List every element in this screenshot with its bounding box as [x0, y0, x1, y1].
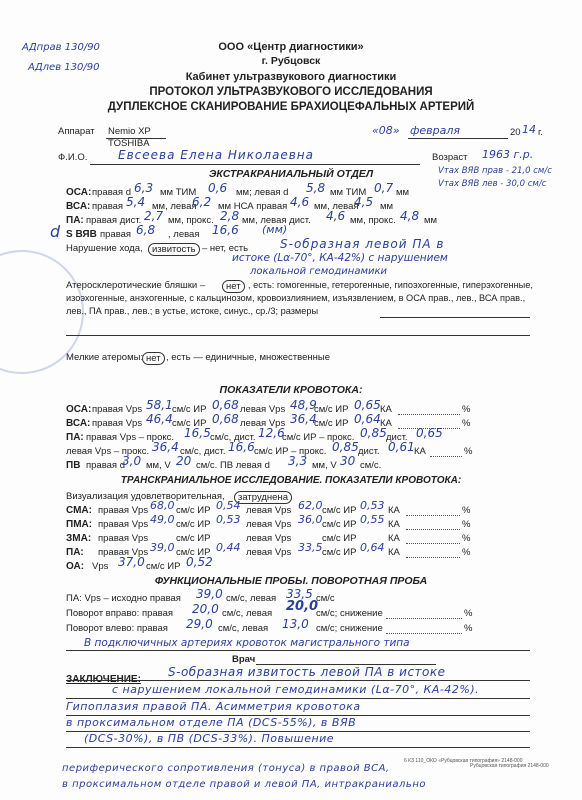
pa-text-4: мм, прокс. — [350, 215, 396, 226]
tc-row-2-t4: левая Vps — [246, 533, 292, 544]
flow-vsa-text-1: правая Vps — [92, 418, 143, 429]
flow-vsa-text-3: левая Vps — [240, 418, 286, 429]
conclusion-line: периферического сопротивления (тонуса) в правой ВСА, — [62, 763, 390, 774]
vyav-text-2: , левая — [168, 229, 200, 240]
func-r3-text-2: см/с, левая — [218, 623, 269, 634]
flow-pa2-text-5: КА — [414, 446, 426, 457]
func-r1-text-3: см/с — [316, 593, 335, 604]
tc-row-1-t1: ПМА: — [66, 519, 93, 530]
oa-label: ОА: — [66, 561, 85, 572]
tc-row-3-v1: 39,0 — [150, 541, 175, 554]
osa-text-1: правая d — [92, 187, 132, 198]
flow-pa2-text-4: дист. — [358, 446, 380, 457]
flow-osa-text-1: правая Vps — [92, 404, 143, 415]
flow-pv-label: ПВ — [66, 460, 81, 471]
conclusion-line: в проксимальном отделе правой и левой ПА, интракраниально — [62, 779, 426, 790]
vyav-label: S ВЯВ — [66, 229, 97, 240]
flow-pa2-val-1: 36,4 — [152, 440, 179, 454]
tc-row-3-t1: ПА: — [66, 547, 84, 558]
vsa-val-4: 4,5 — [354, 195, 374, 209]
tc-row-0-t1: СМА: — [66, 505, 92, 516]
tc-row-3-t4: левая Vps — [246, 547, 292, 558]
flow-osa-text-3: левая Vps — [240, 404, 286, 415]
vsa-val-3: 4,6 — [290, 195, 310, 209]
flow-pa1-text-3: см/с ИР – прокс. — [282, 432, 355, 443]
flow-vsa-val-4: 0,64 — [354, 412, 381, 426]
tc-row-1-v2: 0,53 — [216, 513, 241, 526]
date-year: 14 — [522, 123, 536, 136]
violation-hw-1: S-образная левой ПА в — [280, 237, 445, 251]
tc-row-1-v3: 36,0 — [298, 513, 323, 526]
patient-name: Евсеева Елена Николаевна — [118, 148, 314, 162]
pa-val-4: 4,8 — [400, 209, 420, 223]
func-r2-val-2: 20,0 — [286, 599, 319, 614]
vyav-val-1: 6,8 — [136, 223, 156, 237]
flow-osa-val-3: 48,9 — [290, 398, 317, 412]
flow-pa2-text-6: % — [464, 446, 473, 457]
flow-pa1-val-1: 16,5 — [184, 426, 211, 440]
flow-osa-label: ОСА: — [66, 404, 92, 415]
vyav-unit: (мм) — [262, 223, 288, 236]
osa-text-3: мм; левая d — [236, 187, 289, 198]
age-label: Возраст — [432, 152, 468, 163]
func-r3-text-3: см/с; снижение — [316, 623, 383, 634]
flow-vsa-val-3: 36,4 — [290, 412, 317, 426]
violation-text-1: Нарушение хода, — [66, 243, 143, 254]
flow-pa2-text-3: см/с ИР – прокс. — [254, 446, 327, 457]
tc-row-0-v2: 0,54 — [216, 499, 241, 512]
tc-row-3-t6: КА — [388, 547, 400, 558]
flow-vsa-text-4: см/с ИР — [314, 418, 349, 429]
fio-label: Ф.И.О. — [58, 152, 88, 163]
flow-pa1-val-3: 0,85 — [360, 426, 387, 440]
tc-row-0-v3: 62,0 — [298, 499, 323, 512]
flow-pa-label: ПА: — [66, 432, 84, 443]
year-suffix: г. — [538, 127, 543, 138]
osa-label: ОСА: — [66, 187, 92, 198]
func-r3-val-2: 13,0 — [282, 617, 309, 631]
violation-text-2: – нет, есть — [202, 243, 249, 254]
tc-row-3-t5: см/с ИР — [322, 547, 357, 558]
tc-row-0-dots — [406, 515, 460, 516]
oa-val-1: 37,0 — [118, 555, 145, 569]
flow-pa1-val-2: 12,6 — [258, 426, 285, 440]
transcranial-title: ТРАНСКРАНИАЛЬНОЕ ИССЛЕДОВАНИЕ. ПОКАЗАТЕЛИ КРОВОТОКА: — [120, 475, 462, 486]
func-r2-text-4: % — [464, 608, 473, 619]
osa-val-1: 6,3 — [134, 181, 154, 195]
footer-print-1: 6 КЗ 110_ОКО «Рубцовская типография» 2148-000 — [404, 758, 523, 764]
flow-pa2-val-4: 0,61 — [388, 440, 415, 454]
plaques-text-2: , есть: гомогенные, гетерогенные, гипоэхогенные, гиперэхогенные, — [248, 280, 533, 290]
flow-vsa-text-6: % — [462, 418, 471, 429]
small-text-2: , есть — единичные, множественные — [166, 352, 330, 363]
flow-pv-text-4: мм, V — [312, 460, 337, 471]
date-day: «08» — [372, 124, 400, 137]
flow-pa1-text-4: дист. — [386, 432, 408, 443]
tc-row-0-v1: 68,0 — [150, 499, 175, 512]
tc-row-0-t7: % — [462, 505, 471, 516]
plaques-circled: нет — [222, 280, 245, 293]
device-model: Nemio XP — [108, 126, 151, 137]
plaques-text-1: Атеросклеротические бляшки – — [66, 280, 206, 291]
office: Кабинет ультразвукового диагностики — [185, 71, 397, 83]
tc-row-0-t2: правая Vps — [98, 505, 149, 516]
tc-row-1-t2: правая Vps — [98, 519, 149, 530]
conclusion-rule — [66, 747, 530, 748]
flow-osa-text-2: см/с ИР — [172, 404, 207, 415]
tc-row-3-t7: % — [462, 547, 471, 558]
small-text-1: Мелкие атеромы: — [66, 352, 144, 363]
flow-vsa-val-2: 0,68 — [212, 412, 239, 426]
oa-text-2: см/с ИР — [146, 561, 181, 572]
func-r2-text-1: Поворот вправо: правая — [66, 608, 174, 619]
tc-row-3-v4: 0,64 — [360, 541, 385, 554]
conclusion-line: S-образная извитость левой ПА в истоке — [168, 665, 446, 679]
flow-pa2-text-2: см/с, дист. — [180, 446, 226, 457]
conclusion-line: с нарушением локальной гемодинамики (Lα-70°, КА-42%). — [112, 683, 480, 696]
osa-val-2: 0,6 — [208, 181, 228, 195]
vyav-note-left: Vтах ВЯВ лев - 30,0 см/с — [438, 179, 547, 189]
org-name: ООО «Центр диагностики» — [218, 41, 364, 53]
tc-row-1-t7: % — [462, 519, 471, 530]
vis-circled: затруднена — [234, 491, 292, 504]
pa-text-1: правая дист. — [86, 215, 142, 226]
pa-label: ПА: — [66, 215, 84, 226]
flow-vsa-text-5: КА — [380, 418, 392, 429]
func-r1-text-2: см/с, левая — [226, 593, 277, 604]
tc-row-1-v1: 49,0 — [150, 513, 175, 526]
conclusion-line: (DCS-30%), в ПВ (DCS-33%). Повышение — [84, 732, 335, 745]
tc-row-0-t6: КА — [388, 505, 400, 516]
tc-row-0-t5: см/с ИР — [322, 505, 357, 516]
osa-text-5: мм — [396, 187, 410, 198]
birth-year: 1963 г.р. — [482, 148, 534, 161]
flow-pv-text-5: см/с. — [360, 460, 382, 471]
osa-text-2: мм ТИМ — [160, 187, 197, 198]
pa-text-5: мм — [424, 215, 438, 226]
oa-text-1: Vps — [92, 561, 109, 572]
flow-pv-val-3: 3,3 — [288, 454, 308, 468]
func-hw-note: В подключичных артериях кровоток магистрального типа — [84, 637, 410, 649]
vsa-text-2: мм, левая — [152, 201, 197, 212]
tc-row-1-t3: см/с ИР — [176, 519, 211, 530]
flow-osa-val-2: 0,68 — [212, 398, 239, 412]
pa-val-1: 2,7 — [144, 209, 164, 223]
doctor-label: Врач — [232, 654, 256, 665]
extracranial-title: ЭКСТРАКРАНИАЛЬНЫЙ ОТДЕЛ — [208, 168, 374, 180]
flow-osa-text-6: % — [462, 404, 471, 415]
osa-val-3: 5,8 — [306, 181, 326, 195]
footer-print-2: Рубцовская типография 2148-000 — [470, 763, 549, 769]
func-r1-val-1: 39,0 — [196, 587, 223, 601]
tc-row-3-v2: 0,44 — [216, 541, 241, 554]
vsa-text-4: мм, левая — [314, 201, 359, 212]
vsa-label: ВСА: — [66, 201, 91, 212]
conclusion-line: в проксимальном отделе ПА (DCS-55%), в ВЯВ — [66, 716, 357, 729]
year-prefix: 20 — [510, 127, 521, 138]
func-r3-text-4: % — [464, 623, 473, 634]
flow-title: ПОКАЗАТЕЛИ КРОВОТОКА: — [219, 384, 363, 396]
vyav-text-1: правая — [100, 229, 132, 240]
violation-hw-2: истоке (Lα-70°, КА-42%) с нарушением — [232, 252, 448, 264]
conclusion-rule — [66, 680, 530, 681]
flow-pa1-text-2: см/с, дист. — [210, 432, 256, 443]
vsa-text-5: мм — [380, 201, 394, 212]
tc-row-1-v4: 0,55 — [360, 513, 385, 526]
protocol-title: ПРОТОКОЛ УЛЬТРАЗВУКОВОГО ИССЛЕДОВАНИЯ — [149, 86, 433, 98]
func-r1-text-1: ПА: Vps – исходно правая — [66, 593, 181, 604]
flow-pa2-val-2: 16,6 — [228, 440, 255, 454]
func-r3-val-1: 29,0 — [186, 617, 213, 631]
flow-pa2-text-1: левая Vps – прокс. — [66, 446, 150, 457]
flow-pv-text-2: мм, V — [146, 460, 171, 471]
bp-note-right: АДправ 130/90 — [22, 42, 100, 53]
tc-row-3-dots — [406, 557, 460, 558]
vsa-val-1: 5,4 — [126, 195, 146, 209]
tc-row-2-t6: КА — [388, 533, 400, 544]
tc-row-2-t2: правая Vps — [98, 533, 149, 544]
flow-pv-text-3: см/с. ПВ левая d — [196, 460, 270, 471]
flow-osa-val-4: 0,65 — [354, 398, 381, 412]
flow-pv-val-4: 30 — [340, 454, 356, 468]
vyav-val-2: 16,6 — [212, 223, 239, 237]
tc-row-3-t3: см/с ИР — [176, 547, 211, 558]
oa-val-2: 0,52 — [186, 555, 213, 569]
tc-row-0-t4: левая Vps — [246, 505, 292, 516]
vsa-text-3: мм НСА правая — [218, 201, 288, 212]
tc-row-2-dots — [406, 543, 460, 544]
bp-note-left: АДлев 130/90 — [28, 62, 100, 73]
func-r2-text-3: см/с; снижение — [316, 608, 383, 619]
flow-osa-text-4: см/с ИР — [314, 404, 349, 415]
pa-val-2: 2,8 — [220, 209, 240, 223]
vsa-val-2: 6,2 — [192, 195, 212, 209]
flow-pv-text-1: правая d — [86, 460, 126, 471]
conclusion-label: ЗАКЛЮЧЕНИЕ: — [66, 674, 141, 685]
osa-val-4: 0,7 — [374, 181, 394, 195]
func-r2-val-1: 20,0 — [192, 602, 219, 616]
flow-pa1-text-1: правая Vps – прокс. — [86, 432, 175, 443]
tc-row-1-t4: левая Vps — [246, 519, 292, 530]
flow-vsa-text-2: см/с ИР — [172, 418, 207, 429]
tc-row-3-t2: правая Vps — [98, 547, 149, 558]
tc-row-3-v3: 33,5 — [298, 541, 323, 554]
conclusion-rule — [66, 698, 530, 699]
violation-circled: извитость — [148, 243, 200, 256]
tc-row-2-t3: см/с ИР — [176, 533, 211, 544]
date-month: февраля — [410, 124, 461, 137]
flow-vsa-label: ВСА: — [66, 418, 91, 429]
vis-text: Визуализация удовлетворительная, — [66, 491, 225, 502]
pa-text-3: мм, левая дист. — [242, 215, 311, 226]
tc-row-2-t1: ЗМА: — [66, 533, 92, 544]
vyav-note-right: Vтах ВЯВ прав - 21,0 см/с — [438, 166, 552, 176]
func-r3-text-1: Поворот влево: правая — [66, 623, 168, 634]
plaques-text-4: лев., ПА прав., лев.; в устье, истоке, синус., ср./3; размеры — [66, 306, 319, 316]
d-mark: d — [50, 222, 61, 241]
flow-osa-text-5: КА — [380, 404, 392, 415]
flow-pv-val-2: 20 — [176, 454, 192, 468]
tc-row-1-t6: КА — [388, 519, 400, 530]
func-r2-text-2: см/с, левая — [222, 608, 273, 619]
flow-osa-val-1: 58,1 — [146, 398, 173, 412]
plaques-text-3: изоэхогенные, анэхогенные, с кальцинозом, кровоизлиянием, изъязвлением, в ОСА прав., лев., ВСА прав., — [66, 293, 526, 303]
city: г. Рубцовск — [261, 55, 321, 67]
flow-pa1-val-4: 0,65 — [416, 426, 443, 440]
flow-vsa-val-1: 46,4 — [146, 412, 173, 426]
osa-text-4: мм ТИМ — [330, 187, 367, 198]
vsa-text-1: правая — [92, 201, 124, 212]
conclusion-line: Гипоплазия правой ПА. Асимметрия кровотока — [66, 700, 361, 713]
tc-row-0-t3: см/с ИР — [176, 505, 211, 516]
violation-hw-3: локальной гемодинамики — [250, 266, 388, 277]
tc-row-2-t5: см/с ИР — [322, 533, 357, 544]
functional-title: ФУНКЦИОНАЛЬНЫЕ ПРОБЫ. ПОВОРОТНАЯ ПРОБА — [154, 575, 428, 587]
tc-row-1-t5: см/с ИР — [322, 519, 357, 530]
flow-pa2-val-3: 0,85 — [332, 440, 359, 454]
device-label: Аппарат — [58, 126, 95, 137]
tc-row-0-v4: 0,53 — [360, 499, 385, 512]
pa-val-3: 4,6 — [326, 209, 346, 223]
tc-row-1-dots — [406, 529, 460, 530]
protocol-subtitle: ДУПЛЕКСНОЕ СКАНИРОВАНИЕ БРАХИОЦЕФАЛЬНЫХ АРТЕРИЙ — [107, 101, 475, 113]
flow-pv-val-1: 3,0 — [122, 454, 142, 468]
pa-text-2: мм, прокс. — [168, 215, 214, 226]
device-brand: TOSHIBA — [108, 138, 150, 149]
small-circled: нет — [142, 352, 165, 365]
func-r1-val-2: 33,5 — [286, 587, 313, 601]
tc-row-2-t7: % — [462, 533, 471, 544]
